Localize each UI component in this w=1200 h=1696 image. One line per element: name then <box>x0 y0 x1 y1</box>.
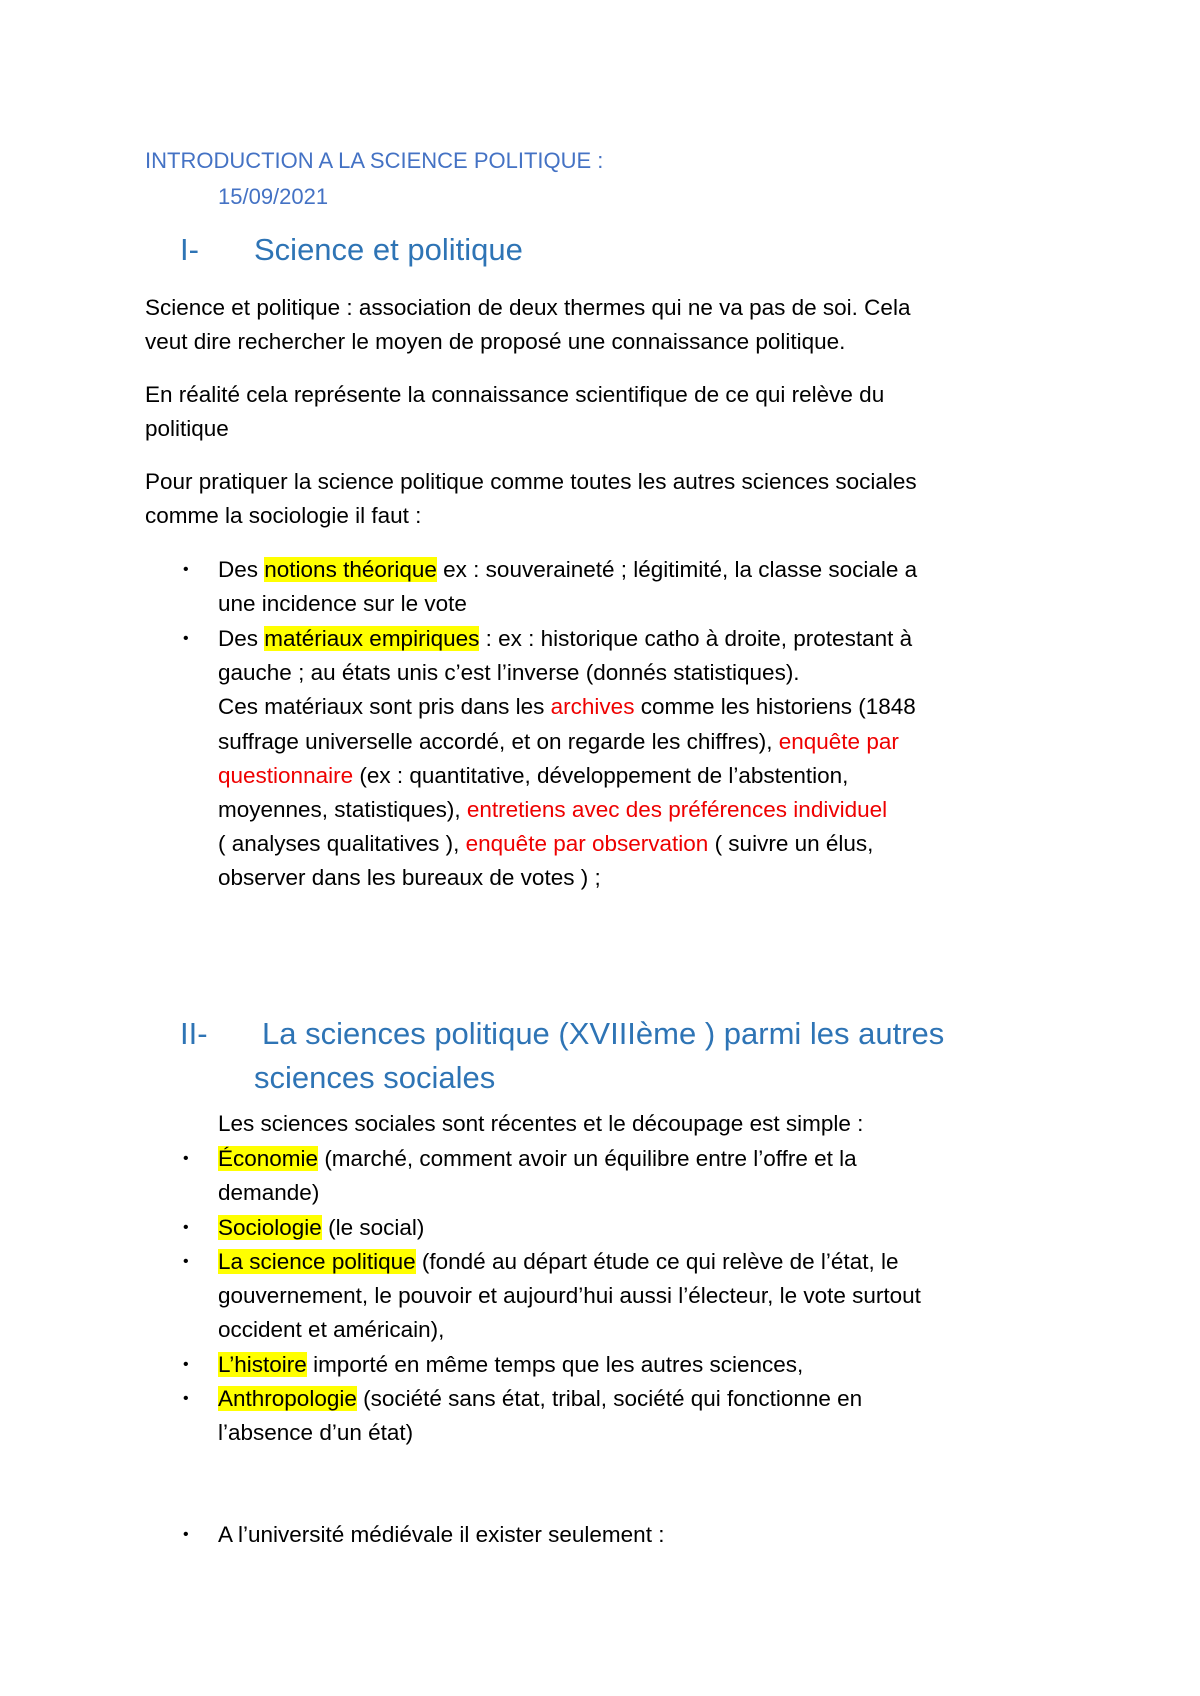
section-2-number: II- <box>180 1016 208 1051</box>
red-text: enquête par <box>778 729 899 754</box>
list-item-economie-line-2: demande) <box>218 1180 320 1205</box>
red-text: entretiens avec des préférences individuel <box>466 797 888 822</box>
list-item-science-politique-line-1 <box>218 1245 898 1279</box>
highlight: La science politique <box>218 1249 416 1274</box>
bullet-icon: • <box>183 561 189 578</box>
bullet-icon: • <box>183 1526 189 1543</box>
highlight: Sociologie <box>218 1215 322 1240</box>
text: ( suivre un élus, <box>708 831 874 856</box>
text: (société sans état, tribal, société qui fonctionne en <box>356 1386 863 1411</box>
bullet-2-line-3 <box>218 690 916 724</box>
highlight: L’histoire <box>218 1352 307 1377</box>
paragraph-1-line-2: veut dire rechercher le moyen de proposé une connaissance politique. <box>145 329 846 354</box>
section-2-title-line-2: sciences sociales <box>254 1060 496 1095</box>
list-item-universite-medievale: A l’université médiévale il exister seulement : <box>218 1522 665 1547</box>
red-text: archives <box>550 694 635 719</box>
text: suffrage universelle accordé, et on regarde les chiffres), <box>218 729 779 754</box>
text: (marché, comment avoir un équilibre entre l’offre et la <box>318 1146 857 1171</box>
paragraph-2-line-2: politique <box>145 416 229 441</box>
bullet-2-line-7 <box>218 827 873 861</box>
highlight: Économie <box>218 1146 319 1171</box>
bullet-icon: • <box>183 1150 189 1167</box>
bullet-2-line-2: gauche ; au états unis c’est l’inverse (donnés statistiques). <box>218 660 800 685</box>
text: (le social) <box>321 1215 425 1240</box>
list-item-science-politique-line-2: gouvernement, le pouvoir et aujourd’hui aussi l’électeur, le vote surtout <box>218 1283 921 1308</box>
list-item-anthropologie-line-1 <box>218 1382 862 1416</box>
section-2-title-line-1: La sciences politique (XVIIIème ) parmi les autres <box>262 1016 945 1051</box>
paragraph-3-line-1: Pour pratiquer la science politique comme toutes les autres sciences sociales <box>145 469 917 494</box>
highlight: matériaux empiriques <box>264 626 480 651</box>
text: (ex : quantitative, développement de l’abstention, <box>353 763 849 788</box>
bullet-1-line-1 <box>218 553 917 587</box>
section-1-title: Science et politique <box>254 232 523 267</box>
list-item-histoire <box>218 1348 803 1382</box>
bullet-icon: • <box>183 630 189 647</box>
paragraph-1-line-1: Science et politique : association de deux thermes qui ne va pas de soi. Cela <box>145 295 911 320</box>
bullet-icon: • <box>183 1356 189 1373</box>
text: Des <box>218 557 265 582</box>
highlight: Anthropologie <box>218 1386 357 1411</box>
bullet-icon: • <box>183 1219 189 1236</box>
text: ex : souveraineté ; légitimité, la classe sociale a <box>436 557 918 582</box>
text: : ex : historique catho à droite, protestant à <box>479 626 913 651</box>
list-item-science-politique-line-3: occident et américain), <box>218 1317 445 1342</box>
red-text: questionnaire <box>218 763 354 788</box>
bullet-2-line-6 <box>218 793 887 827</box>
text: Ces matériaux sont pris dans les <box>218 694 551 719</box>
bullet-icon: • <box>183 1253 189 1270</box>
text: ( analyses qualitatives ), <box>218 831 466 856</box>
section-1-number: I- <box>180 232 199 267</box>
bullet-1-line-2: une incidence sur le vote <box>218 591 467 616</box>
text: (fondé au départ étude ce qui relève de l’état, le <box>415 1249 899 1274</box>
bullet-2-line-5 <box>218 759 848 793</box>
document-title: INTRODUCTION A LA SCIENCE POLITIQUE : <box>145 148 604 173</box>
bullet-2-line-4 <box>218 725 899 759</box>
document-date: 15/09/2021 <box>218 184 329 209</box>
bullet-2-line-1 <box>218 622 912 656</box>
text: moyennes, statistiques), <box>218 797 467 822</box>
section-2-intro: Les sciences sociales sont récentes et le découpage est simple : <box>218 1111 864 1136</box>
paragraph-2-line-1: En réalité cela représente la connaissance scientifique de ce qui relève du <box>145 382 885 407</box>
highlight: notions théorique <box>264 557 437 582</box>
list-item-economie-line-1 <box>218 1142 857 1176</box>
paragraph-3-line-2: comme la sociologie il faut : <box>145 503 422 528</box>
red-text: enquête par observation <box>465 831 709 856</box>
text: comme les historiens (1848 <box>634 694 916 719</box>
list-item-anthropologie-line-2: l’absence d’un état) <box>218 1420 414 1445</box>
text: Des <box>218 626 265 651</box>
list-item-sociologie <box>218 1211 424 1245</box>
text: importé en même temps que les autres sciences, <box>306 1352 804 1377</box>
bullet-icon: • <box>183 1390 189 1407</box>
bullet-2-line-8: observer dans les bureaux de votes ) ; <box>218 865 601 890</box>
